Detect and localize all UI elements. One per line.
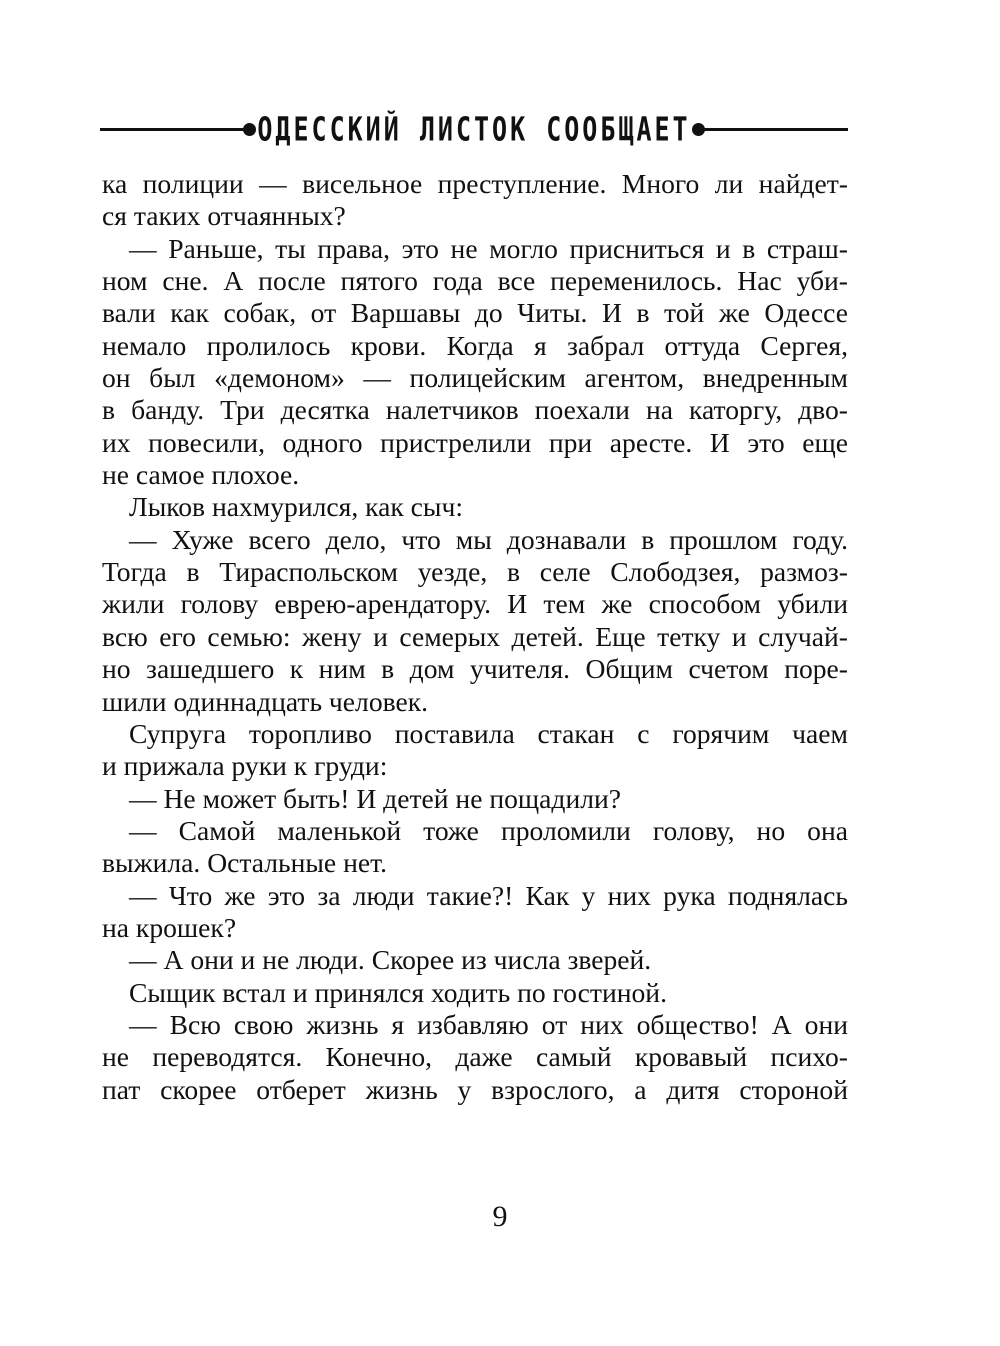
text-line: жили голову еврею-арендатору. И тем же способом убили bbox=[102, 588, 848, 620]
text-line: — Что же это за люди такие?! Как у них рука поднялась bbox=[129, 879, 848, 911]
text-line: пат скорее отберет жизнь у взрослого, а дитя стороной bbox=[102, 1073, 848, 1105]
text-line: — Не может быть! И детей не пощадили? bbox=[129, 782, 621, 814]
text-line: — Самой маленькой тоже проломили голову, но она bbox=[129, 814, 848, 846]
body-text bbox=[102, 168, 848, 1106]
text-line: ном сне. А после пятого года все переменилось. Нас уби- bbox=[102, 265, 848, 297]
left-ornament-rule bbox=[100, 128, 252, 131]
running-head-title: ОДЕССКИЙ ЛИСТОК СООБЩАЕТ bbox=[257, 110, 691, 148]
text-line: но зашедшего к ним в дом учителя. Общим счетом поре- bbox=[102, 653, 848, 685]
text-line: он был «демоном» — полицейским агентом, внедренным bbox=[102, 362, 848, 394]
text-line: — Раньше, ты права, это не могло присниться и в страш- bbox=[129, 232, 848, 264]
page-number: 9 bbox=[492, 1200, 508, 1233]
text-line: — А они и не люди. Скорее из числа зверей. bbox=[129, 944, 652, 976]
text-line: ся таких отчаянных? bbox=[102, 200, 346, 232]
text-line: на крошек? bbox=[102, 911, 237, 943]
text-line: не самое плохое. bbox=[102, 459, 300, 491]
text-line: вали как собак, от Варшавы до Читы. И в той же Одессе bbox=[102, 297, 848, 329]
text-line: их повесили, одного пристрелили при аресте. И это еще bbox=[102, 426, 848, 458]
text-line: не переводятся. Конечно, даже самый кровавый психо- bbox=[102, 1041, 848, 1073]
ornament-dot-icon bbox=[692, 123, 705, 136]
running-head bbox=[100, 112, 848, 146]
text-line: немало пролилось крови. Когда я забрал оттуда Сергея, bbox=[102, 329, 848, 361]
text-line: шили одиннадцать человек. bbox=[102, 685, 429, 717]
text-line: ка полиции — висельное преступление. Много ли найдет- bbox=[102, 168, 848, 199]
text-line: и прижала руки к груди: bbox=[102, 750, 388, 782]
text-line: Сыщик встал и принялся ходить по гостиной. bbox=[129, 976, 667, 1008]
right-ornament-rule bbox=[696, 128, 848, 131]
text-line: выжила. Остальные нет. bbox=[102, 847, 387, 879]
text-line: в банду. Три десятка налетчиков поехали на каторгу, дво- bbox=[102, 394, 848, 426]
ornament-dot-icon bbox=[243, 123, 256, 136]
text-line: всю его семью: жену и семерых детей. Еще тетку и случай- bbox=[102, 620, 848, 652]
text-line: — Всю свою жизнь я избавляю от них общество! А они bbox=[129, 1008, 848, 1040]
text-line: Тогда в Тираспольском уезде, в селе Слободзея, размоз- bbox=[102, 556, 848, 588]
text-line: — Хуже всего дело, что мы дознавали в прошлом году. bbox=[129, 523, 848, 555]
text-line: Лыков нахмурился, как сыч: bbox=[129, 491, 463, 523]
text-line: Супруга торопливо поставила стакан с горячим чаем bbox=[129, 717, 848, 749]
